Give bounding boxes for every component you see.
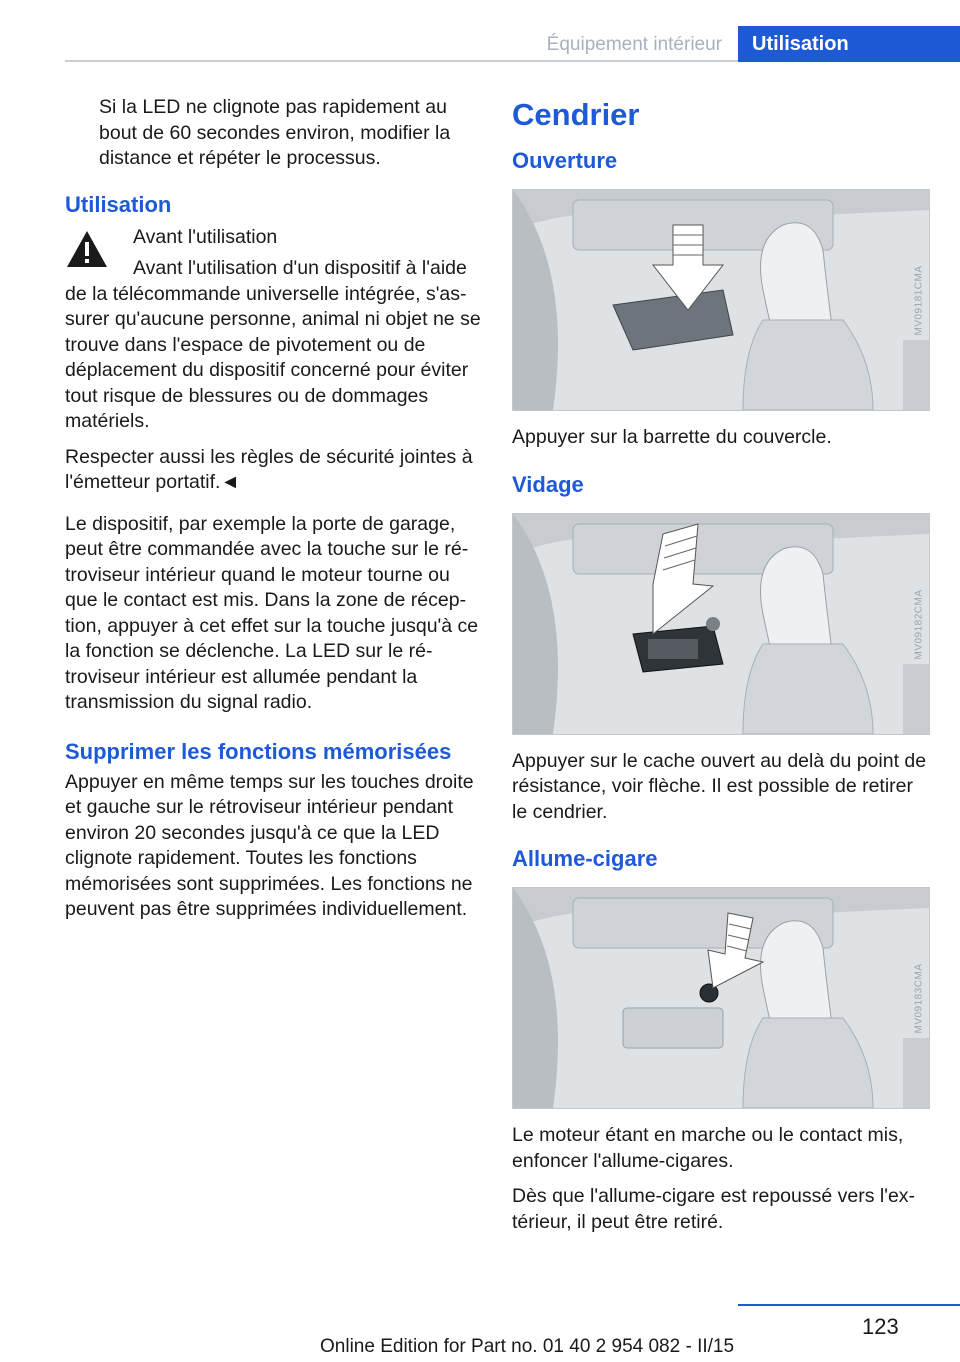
opening-figure	[512, 189, 930, 411]
usage-paragraph: Le dispositif, par exemple la porte de garage, peut être commandée avec la touche sur le rétroviseur intérieur quand le moteur tourne ou que le contact est mis. Dans la zone de réception, appuyer à cet effet sur la touche jusqu'à ce la fonction se déclenche. La LED sur le rétroviseur intérieur est allumée pendant la transmission du signal radio.	[65, 512, 479, 713]
emptying-heading: Vidage	[512, 471, 584, 497]
right-column	[512, 95, 932, 1235]
opening-illustration	[513, 190, 929, 410]
warning-triangle-icon	[65, 229, 109, 269]
warning-text-first: Avant l'utilisation d'un dispositif à l'aide	[133, 257, 467, 279]
utilisation-heading: Utilisation	[65, 191, 172, 217]
lighter-text-2: Dès que l'allume-cigare est repoussé vers l'extérieur, il peut être retiré.	[512, 1185, 916, 1233]
delete-paragraph: Appuyer en même temps sur les touches droite et gauche sur le rétroviseur intérieur pendant environ 20 secondes jusqu'à ce que la LED clignote rapidement. Toutes les fonctions mémorisées sont supprimées. Les fonctions ne peuvent pas être supprimées individuellement.	[65, 770, 474, 920]
edition-note: Online Edition for Part no. 01 40 2 954 082 - II/15	[320, 1336, 735, 1357]
delete-heading: Supprimer les fonctions mémorisées	[65, 738, 452, 764]
warning-block	[65, 225, 483, 282]
lighter-figure-code: MV09183CMA	[913, 963, 925, 1034]
emptying-illustration	[513, 514, 929, 734]
warning-title: Avant l'utilisation	[133, 225, 278, 248]
footer-rule	[738, 1304, 960, 1306]
warning-text: de la télécommande universelle intégrée, s'assurer qu'aucune personne, animal ni objet ne se trouve dans l'espace de pivotement ou de déplacement du dispositif concerné pour éviter tout risque de blessures ou de dommages matériels.	[65, 282, 481, 432]
ashtray-title: Cendrier	[512, 97, 640, 132]
page-number: 123	[862, 1314, 899, 1339]
opening-text: Appuyer sur la barrette du couvercle.	[512, 426, 832, 448]
emptying-figure	[512, 513, 930, 735]
lighter-heading: Allume-cigare	[512, 846, 658, 871]
left-column	[65, 95, 483, 923]
header-section-tab: Utilisation	[738, 26, 960, 62]
emptying-figure-code: MV09182CMA	[913, 588, 925, 660]
lighter-text-1: Le moteur étant en marche ou le contact mis, enfoncer l'allume-cigares.	[512, 1124, 904, 1172]
emptying-text: Appuyer sur le cache ouvert au delà du point de résistance, voir flèche. Il est possible de retirer le cendrier.	[512, 749, 927, 823]
opening-heading: Ouverture	[512, 148, 618, 173]
security-paragraph: Respecter aussi les règles de sécurité jointes à l'émetteur portatif.◄	[65, 445, 473, 493]
lighter-figure	[512, 887, 930, 1109]
header-chapter: Équipement intérieur	[546, 34, 722, 55]
opening-figure-code: MV09181CMA	[913, 265, 925, 336]
lighter-illustration	[513, 888, 929, 1108]
intro-paragraph: Si la LED ne clignote pas rapidement au bout de 60 secondes environ, modifier la distance et répéter le processus.	[99, 96, 451, 169]
